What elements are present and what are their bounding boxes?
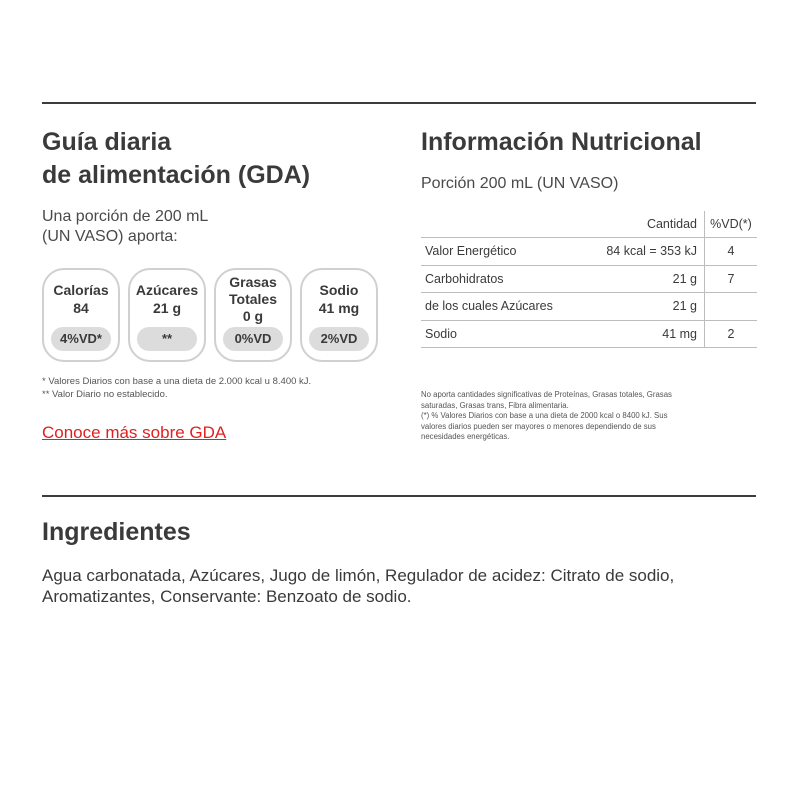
badge-label: Azúcares [135,282,199,298]
ingredients-text [42,565,674,607]
table-row [421,237,757,265]
row-name: Valor Energético [425,244,517,258]
row-qty: 84 kcal = 353 kJ [606,244,697,258]
row-vd: 4 [727,244,735,258]
nutrition-footnote: No aporta cantidades significativas de Proteínas, Grasas totales, Grasas [421,390,672,399]
badge-pill: ** [137,327,197,351]
badge-value: 41 mg [318,300,360,316]
gda-footnote-1: * Valores Diarios con base a una dieta de 2.000 kcal u 8.400 kJ. [42,376,312,387]
nutrition-title: Información Nutricional [421,128,702,156]
gda-badge-calorias [42,268,120,362]
badge-label: Grasas [229,274,277,290]
badge-label: Calorías [53,282,109,298]
gda-subtitle [42,207,208,247]
row-name: Carbohidratos [425,271,504,286]
gda-subtitle-line2: (UN VASO) aporta: [42,228,178,245]
row-name: Sodio [425,326,457,341]
ingredients-line-1: Agua carbonatada, Azúcares, Jugo de limón, Regulador de acidez: Citrato de sodio, [42,566,675,585]
nutrition-footnote: (*) % Valores Diarios con base a una dieta de 2000 kcal o 8400 kJ. Sus [421,411,668,420]
gda-title [42,126,310,192]
row-name: de los cuales Azúcares [425,299,553,313]
gda-badges [42,268,378,362]
gda-footnotes [42,375,311,401]
middle-divider [42,495,756,497]
badge-value: 0 g [242,308,264,324]
ingredients-title: Ingredientes [42,518,191,546]
row-vd: 2 [727,326,735,341]
gda-footnote-2: ** Valor Diario no establecido. [42,389,168,400]
row-qty: 41 mg [662,326,697,341]
row-qty: 21 g [672,271,697,286]
badge-label-2: Totales [229,291,277,307]
nutrition-footnotes [421,390,761,443]
badge-pill: 4%VD* [51,327,111,351]
top-divider [42,102,756,104]
ingredients-line-2: Aromatizantes, Conservante: Benzoato de sodio. [42,587,412,606]
table-row [421,320,757,349]
table-header-row [421,211,757,237]
badge-pill: 0%VD [223,327,283,351]
nutrition-footnote: valores diarios pueden ser mayores o menores dependiendo de sus [421,421,656,431]
badge-value: 21 g [152,300,181,316]
header-cantidad: Cantidad [646,217,697,231]
row-vd: 7 [727,271,735,286]
badge-pill: 2%VD [309,327,369,351]
nutrition-footnote: necesidades energéticas. [421,432,510,441]
gda-title-line1: Guía diaria [42,128,172,156]
table-row [421,265,757,293]
nutrition-portion: Porción 200 mL (UN VASO) [421,175,619,192]
badge-label: Sodio [319,282,359,298]
gda-title-line2: de alimentación (GDA) [42,161,311,189]
nutrition-table [421,211,757,348]
row-qty: 21 g [672,299,697,313]
gda-learn-more-link[interactable]: Conoce más sobre GDA [42,423,227,442]
column-divider [704,293,705,320]
gda-badge-azucares [128,268,206,362]
header-vd: %VD(*) [710,217,752,231]
nutrition-footnote: saturadas, Grasas trans, Fibra alimentaria. [421,400,569,410]
gda-badge-grasas [214,268,292,362]
gda-badge-sodio [300,268,378,362]
table-row [421,292,757,320]
badge-value: 84 [73,300,89,316]
gda-subtitle-line1: Una porción de 200 mL [42,208,209,225]
